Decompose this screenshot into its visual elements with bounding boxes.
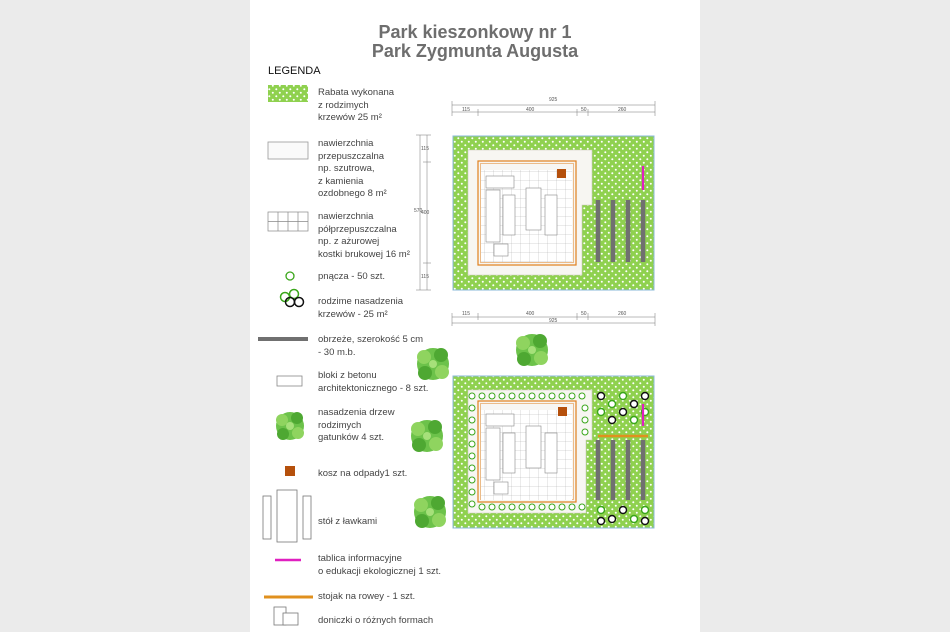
plan-1 [453,136,654,290]
title-line-1: Park kieszonkowy nr 1 [378,22,572,42]
legend-item-concrete-blocks: bloki z betonu architektonicznego - 8 szt. [318,370,429,394]
dim-mid-seg-4: 260 [618,311,627,317]
legend-item-info-board: tablica informacyjne o edukacji ekologicznej 1 szt. [318,553,442,577]
plan-1-bin [557,169,566,178]
dim-top-seg-4: 260 [618,107,627,113]
dim-top-seg-2: 400 [526,107,535,113]
dim-mid-seg-1: 115 [462,311,470,317]
dim-top-seg-1: 115 [462,107,470,113]
legend-item-edging: obrzeże, szerokość 5 cm - 30 m.b. [318,334,424,358]
legend-item-climbers: pnącza - 50 szt. [318,271,386,282]
legend-item-bin: kosz na odpady1 szt. [318,468,408,479]
tree-icon [516,334,548,366]
table-benches-icon [263,490,311,542]
dim-mid-seg-2: 400 [526,311,535,317]
dim-vertical-total: 570 [414,208,423,214]
tree-icon [411,420,443,452]
dim-top-total: 925 [549,97,558,103]
legend-item-pots: doniczki o różnych formach [318,615,434,626]
plain-rect-swatch [268,142,308,159]
legend-item-bike-rack: stojak na rowey - 1 szt. [318,591,416,602]
green-dotted-swatch [268,85,308,102]
dim-vertical-seg-3: 115 [421,274,429,280]
plan-drawing [250,0,700,632]
plan-2 [453,376,654,528]
title-line-2: Park Zygmunta Augusta [371,41,579,61]
pots-icon [274,607,298,625]
dim-top-seg-3: 50 [581,107,587,113]
legend-item-trees: nasadzenia drzew rodzimych gatunków 4 szt. [318,407,395,443]
dim-mid-seg-3: 50 [581,311,587,317]
legend-item-permeable-surface: nawierzchnia przepuszczalna np. szutrowa, z kamienia ozdobnego 8 m² [318,138,387,199]
block-rect-icon [277,376,302,386]
legend-item-semi-permeable-surface: nawierzchnia półprzepuszczalna np. z ażurowej kostki brukowej 16 m² [318,211,410,260]
dim-vertical-seg-1: 115 [421,146,429,152]
tree-icon [414,496,446,528]
legend-item-native-shrubs: rodzime nasadzenia krzewów - 25 m² [318,296,404,320]
tree-icon [417,348,449,380]
tree-icon [276,412,304,440]
legend-item-table: stół z ławkami [318,516,378,527]
dim-vertical-seg-2: 400 [421,210,430,216]
bin-square-icon [285,466,295,476]
legend-heading: LEGENDA [268,65,321,77]
grid-rect-swatch [268,212,308,231]
legend-item-shrub-bed: Rabata wykonana z rodzimych krzewów 25 m² [318,87,395,123]
small-circle-icon [286,272,294,280]
dim-mid-total: 925 [549,318,558,324]
plan-2-bin [558,407,567,416]
plan-sheet [250,0,700,632]
shrub-circles-icon [281,290,304,307]
